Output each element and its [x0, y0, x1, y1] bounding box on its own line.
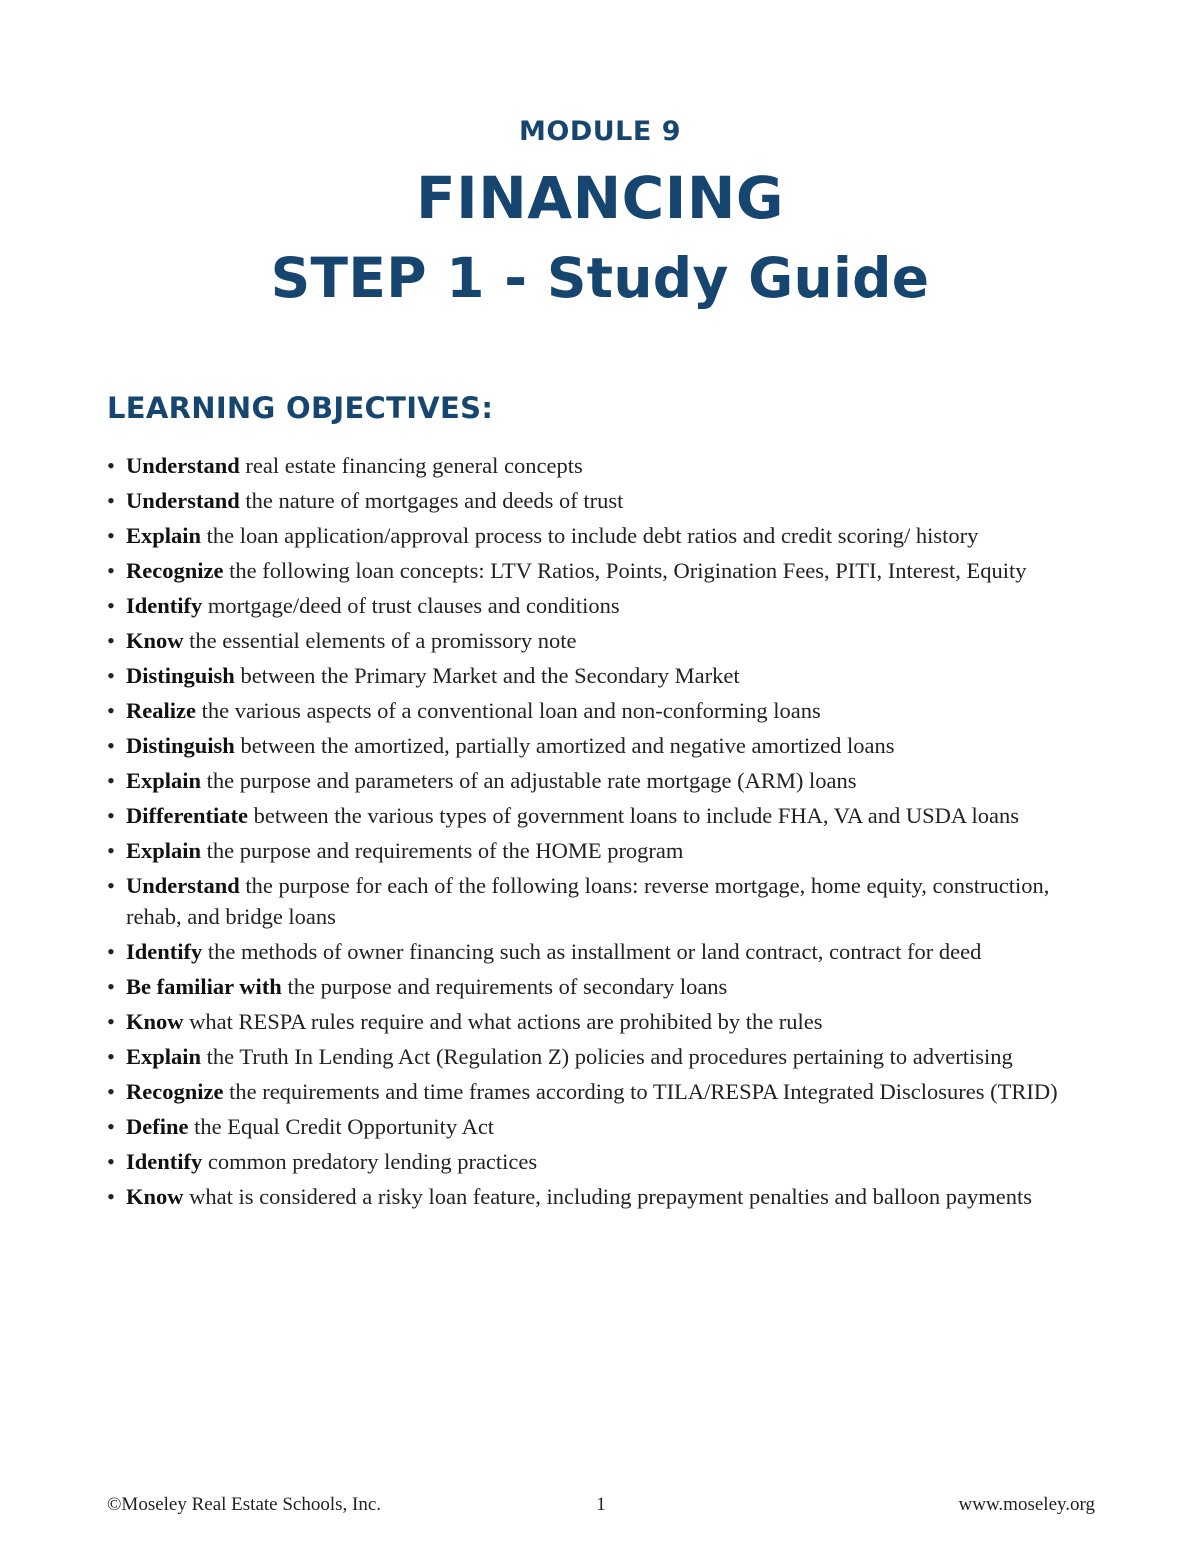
objective-item	[107, 485, 1107, 516]
objective-verb: Distinguish	[126, 733, 235, 758]
objective-item	[107, 730, 1107, 761]
objective-text: the purpose and requirements of secondary loans	[281, 974, 728, 999]
objective-verb: Explain	[126, 768, 202, 793]
objective-item	[107, 835, 1107, 866]
website-url: www.moseley.org	[958, 1494, 1095, 1515]
bullet-icon: •	[107, 523, 115, 548]
objective-item	[107, 1111, 1107, 1142]
objective-item	[107, 590, 1107, 621]
objective-text: the Truth In Lending Act (Regulation Z) policies and procedures pertaining to advertising	[201, 1044, 1013, 1069]
sub-title: STEP 1 - Study Guide	[270, 246, 930, 310]
objective-verb: Identify	[126, 593, 203, 618]
objective-verb: Differentiate	[126, 803, 249, 828]
objective-item	[107, 695, 1107, 726]
bullet-icon: •	[107, 1009, 115, 1034]
objective-text: common predatory lending practices	[202, 1149, 538, 1174]
bullet-icon: •	[107, 838, 115, 863]
objective-item	[107, 625, 1107, 656]
objective-verb: Be familiar with	[126, 974, 282, 999]
bullet-icon: •	[107, 1149, 115, 1174]
objective-text: the loan application/approval process to include debt ratios and credit scoring/ history	[201, 523, 979, 548]
objective-text: the essential elements of a promissory note	[183, 628, 577, 653]
objective-verb: Explain	[126, 838, 202, 863]
objective-text: the methods of owner financing such as installment or land contract, contract for deed	[202, 939, 982, 964]
objective-verb: Understand	[126, 873, 240, 898]
bullet-icon: •	[107, 733, 115, 758]
objective-item	[107, 1006, 1107, 1037]
objective-verb: Know	[126, 1184, 184, 1209]
bullet-icon: •	[107, 663, 115, 688]
objective-item	[107, 765, 1107, 796]
objective-verb: Identify	[126, 939, 203, 964]
objective-text: the purpose and requirements of the HOME program	[201, 838, 684, 863]
objective-text: the requirements and time frames according to TILA/RESPA Integrated Disclosures (TRID)	[223, 1079, 1058, 1104]
objective-verb: Know	[126, 628, 184, 653]
objective-text: between the various types of government loans to include FHA, VA and USDA loans	[248, 803, 1019, 828]
bullet-icon: •	[107, 1114, 115, 1139]
document-header	[0, 112, 1200, 318]
objective-verb: Recognize	[126, 1079, 224, 1104]
objective-text: between the Primary Market and the Secondary Market	[234, 663, 740, 688]
bullet-icon: •	[107, 1044, 115, 1069]
bullet-icon: •	[107, 558, 115, 583]
objective-verb: Distinguish	[126, 663, 235, 688]
objective-verb: Know	[126, 1009, 184, 1034]
bullet-icon: •	[107, 1079, 115, 1104]
objective-item	[107, 520, 1107, 551]
objective-text: the following loan concepts: LTV Ratios, Points, Origination Fees, PITI, Interest, Equity	[223, 558, 1027, 583]
objective-item	[107, 1146, 1107, 1177]
objective-text: between the amortized, partially amortized and negative amortized loans	[234, 733, 895, 758]
objective-verb: Recognize	[126, 558, 224, 583]
objective-item	[107, 555, 1107, 586]
objective-text: the Equal Credit Opportunity Act	[188, 1114, 495, 1139]
module-label: MODULE 9	[519, 116, 681, 147]
objective-verb: Explain	[126, 523, 202, 548]
objective-item	[107, 660, 1107, 691]
objective-item	[107, 1181, 1107, 1212]
objective-item	[107, 971, 1107, 1002]
objective-text: real estate financing general concepts	[239, 453, 583, 478]
bullet-icon: •	[107, 453, 115, 478]
bullet-icon: •	[107, 803, 115, 828]
objective-text: the nature of mortgages and deeds of trust	[239, 488, 624, 513]
objective-item	[107, 450, 1107, 481]
page-number: 1	[596, 1494, 606, 1515]
page-footer	[107, 1490, 1095, 1520]
copyright-text: ©Moseley Real Estate Schools, Inc.	[107, 1494, 382, 1515]
objective-item	[107, 870, 1107, 932]
learning-objectives-section	[107, 386, 1107, 1216]
objective-verb: Realize	[126, 698, 196, 723]
bullet-icon: •	[107, 768, 115, 793]
objective-item	[107, 1076, 1107, 1107]
bullet-icon: •	[107, 628, 115, 653]
objective-text: the various aspects of a conventional loan and non-conforming loans	[195, 698, 821, 723]
objective-item	[107, 1041, 1107, 1072]
bullet-icon: •	[107, 488, 115, 513]
bullet-icon: •	[107, 698, 115, 723]
main-title: FINANCING	[416, 164, 784, 232]
objective-item	[107, 800, 1107, 831]
bullet-icon: •	[107, 873, 115, 898]
bullet-icon: •	[107, 593, 115, 618]
objective-verb: Define	[126, 1114, 189, 1139]
objectives-list	[107, 450, 1107, 1212]
objective-verb: Explain	[126, 1044, 202, 1069]
objective-verb: Identify	[126, 1149, 203, 1174]
objective-text: the purpose for each of the following loans: reverse mortgage, home equity, construction, rehab, and bridge loans	[126, 873, 1050, 929]
bullet-icon: •	[107, 1184, 115, 1209]
objective-verb: Understand	[126, 488, 240, 513]
objective-item	[107, 936, 1107, 967]
bullet-icon: •	[107, 974, 115, 999]
objective-verb: Understand	[126, 453, 240, 478]
objective-text: the purpose and parameters of an adjustable rate mortgage (ARM) loans	[201, 768, 857, 793]
objectives-heading: LEARNING OBJECTIVES:	[107, 391, 494, 425]
objective-text: what is considered a risky loan feature, including prepayment penalties and balloon payments	[183, 1184, 1033, 1209]
bullet-icon: •	[107, 939, 115, 964]
objective-text: mortgage/deed of trust clauses and conditions	[202, 593, 620, 618]
objective-text: what RESPA rules require and what actions are prohibited by the rules	[183, 1009, 823, 1034]
